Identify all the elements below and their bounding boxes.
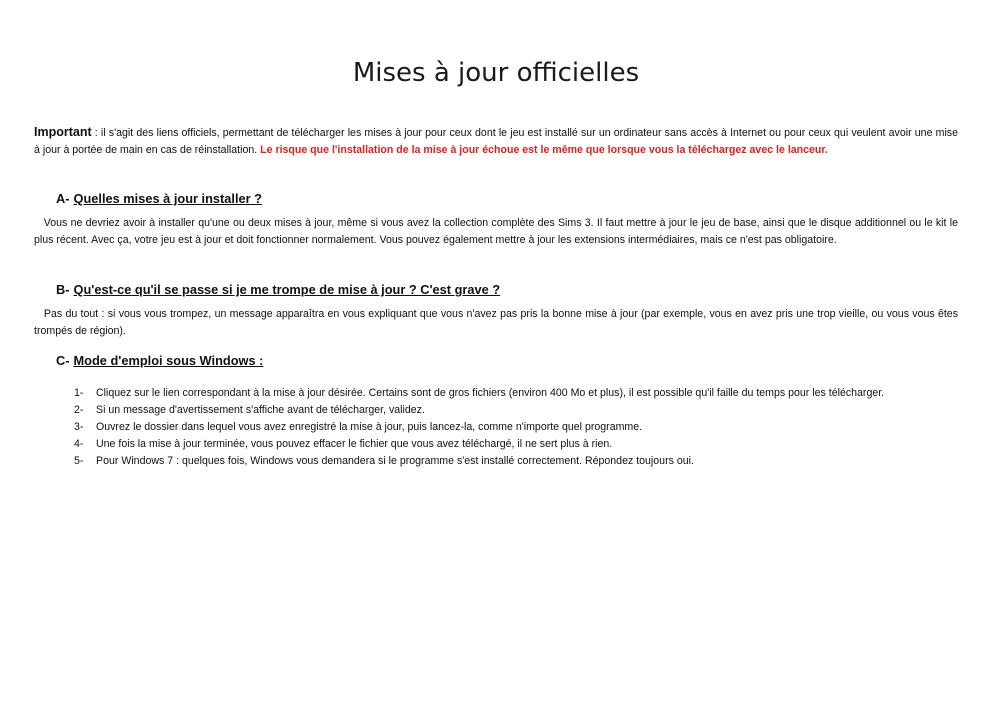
page-title: Mises à jour officielles xyxy=(352,58,640,88)
step-number: 3- xyxy=(74,421,84,433)
section-c-heading xyxy=(56,353,263,368)
step-text: Cliquez sur le lien correspondant à la mise à jour désirée. Certains sont de gros fichiers (environ 400 Mo et plus), il est possible qu'il faille du temps pour les télécharger. xyxy=(96,387,885,399)
section-b-text: Pas du tout : si vous vous trompez, un message apparaîtra en vous expliquant que vous n'avez pas pris la bonne mise à jour (par exemple, vous en avez pris une trop vieille, ou vous vous êtes trompés de région). xyxy=(34,308,958,337)
section-b-title: Qu'est-ce qu'il se passe si je me trompe de mise à jour ? C'est grave ? xyxy=(73,282,501,297)
step-number: 5- xyxy=(74,455,84,467)
steps-list xyxy=(34,385,958,470)
list-item xyxy=(34,453,958,470)
list-item xyxy=(34,436,958,453)
section-b-heading xyxy=(56,282,500,297)
intro-text: : il s'agit des liens officiels, permettant de télécharger les mises à jour pour ceux dont le jeu est installé sur un ordinateur sans accès à Internet ou pour ceux qui veulent avoir une mise à jour à portée de main en cas de réinstallation. xyxy=(34,127,958,156)
step-text: Une fois la mise à jour terminée, vous pouvez effacer le fichier que vous avez téléchargé, il ne sert plus à rien. xyxy=(96,438,613,450)
step-number: 2- xyxy=(74,404,84,416)
intro-paragraph xyxy=(34,124,958,159)
intro-lead: Important xyxy=(34,125,92,139)
list-item xyxy=(34,385,958,402)
section-a-letter: A- xyxy=(56,191,70,206)
section-a-title: Quelles mises à jour installer ? xyxy=(73,191,262,206)
section-b-body xyxy=(34,306,958,340)
step-text: Pour Windows 7 : quelques fois, Windows vous demandera si le programme s'est installé correctement. Répondez toujours oui. xyxy=(96,455,694,467)
section-c-letter: C- xyxy=(56,353,70,368)
list-item xyxy=(34,419,958,436)
step-text: Si un message d'avertissement s'affiche avant de télécharger, validez. xyxy=(96,404,425,416)
section-c-title: Mode d'emploi sous Windows : xyxy=(73,353,264,368)
list-item xyxy=(34,402,958,419)
section-b-letter: B- xyxy=(56,282,70,297)
intro-warning: Le risque que l'installation de la mise à jour échoue est le même que lorsque vous la téléchargez avec le lanceur. xyxy=(260,144,828,156)
section-a-text: Vous ne devriez avoir à installer qu'une ou deux mises à jour, même si vous avez la collection complète des Sims 3. Il faut mettre à jour le jeu de base, ainsi que le disque additionnel ou le kit le plus récent. Avec ça, votre jeu est à jour et doit fonctionner normalement. Vous pouvez également mettre à jour les extensions intermédiaires, mais ce n'est pas obligatoire. xyxy=(34,217,958,246)
section-a-body xyxy=(34,215,958,249)
step-number: 4- xyxy=(74,438,84,450)
section-a-heading xyxy=(56,191,262,206)
step-number: 1- xyxy=(74,387,84,399)
step-text: Ouvrez le dossier dans lequel vous avez enregistré la mise à jour, puis lancez-la, comme n'importe quel programme. xyxy=(96,421,643,433)
